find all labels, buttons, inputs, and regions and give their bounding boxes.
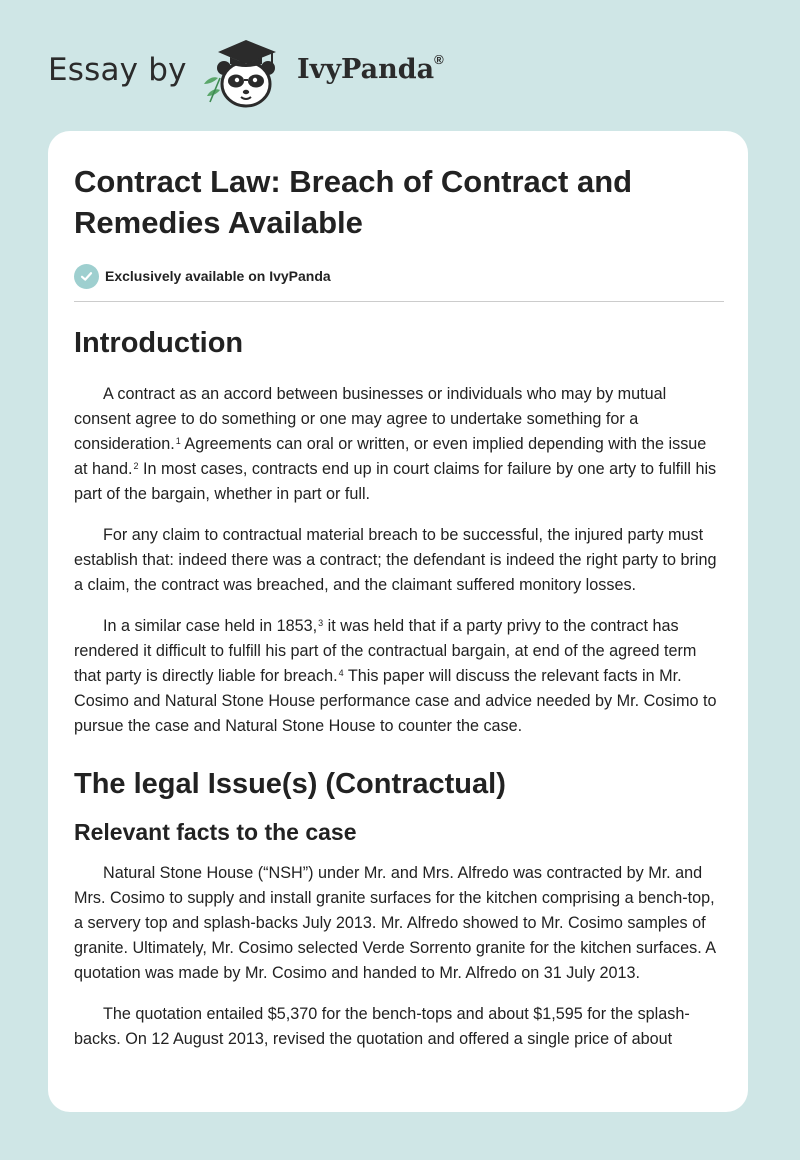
exclusive-badge	[74, 263, 724, 289]
essay-title: Contract Law: Breach of Contract and Remedies Available	[74, 164, 633, 240]
panda-graduation-cap-icon[interactable]	[198, 34, 294, 110]
site-header	[48, 34, 548, 114]
essay-by-label: Essay by	[48, 52, 187, 88]
brand-name-text: IvyPanda	[297, 54, 435, 85]
intro-p3-text-b: it was held that if a party privy to the contract has rendered it difficult to fulfill his part of the contractual bargain, at end of the agreed term that party is directly liable for breach.	[74, 617, 697, 685]
essay-card	[48, 131, 748, 1112]
intro-paragraph-3	[74, 614, 724, 739]
title-divider	[74, 301, 724, 302]
section-heading-introduction: Introduction	[74, 327, 244, 359]
subsection-heading-relevant-facts: Relevant facts to the case	[74, 819, 357, 845]
intro-p3-text-c: This paper will discuss the relevant facts in Mr. Cosimo and Natural Stone House performance case and advice needed by Mr. Cosimo to pursue the case and Natural Stone House to counter the case.	[74, 667, 717, 735]
footnote-ref-4[interactable]: 4	[338, 668, 344, 678]
check-circle-icon	[74, 264, 99, 289]
intro-paragraph-1	[74, 382, 724, 507]
facts-paragraph-2: The quotation entailed $5,370 for the bench-tops and about $1,595 for the splash-backs. On 12 August 2013, revised the quotation and offered a single price of about	[74, 1005, 690, 1048]
footnote-ref-3[interactable]: 3	[318, 618, 324, 628]
intro-p1-text-b: Agreements can oral or written, or even implied depending with the issue at hand.	[74, 435, 707, 478]
intro-p1-text-a: A contract as an accord between businesses or individuals who may by mutual consent agree to do something or one may agree to undertake something for a consideration.	[74, 385, 667, 453]
intro-p3-text-a: In a similar case held in 1853,	[103, 617, 318, 635]
facts-paragraph-1: Natural Stone House (“NSH”) under Mr. and Mrs. Alfredo was contracted by Mr. and Mrs. Cosimo to supply and install granite surfaces for the kitchen comprising a bench-top, a servery top and splash-backs July 2013. Mr. Alfredo showed to Mr. Cosimo samples of granite. Ultimately, Mr. Cosimo selected Verde Sorrento granite for the kitchen surfaces. A quotation was made by Mr. Cosimo and handed to Mr. Alfredo on 31 July 2013.	[74, 864, 716, 982]
intro-paragraph-2: For any claim to contractual material breach to be successful, the injured party must establish that: indeed there was a contract; the defendant is indeed the right party to bring a claim, the contract was breached, and the claimant suffered monitory losses.	[74, 526, 717, 594]
intro-p1-text-c: In most cases, contracts end up in court claims for failure by one arty to fulfill his part of the bargain, whether in part or full.	[74, 460, 717, 503]
footnote-ref-2[interactable]: 2	[133, 461, 139, 471]
essay-content	[74, 161, 724, 1052]
section-heading-legal-issue: The legal Issue(s) (Contractual)	[74, 768, 506, 800]
footnote-ref-1[interactable]: 1	[175, 436, 181, 446]
brand-logo-text[interactable]	[297, 54, 444, 85]
registered-mark: ®	[434, 52, 444, 67]
exclusive-badge-text: Exclusively available on IvyPanda	[105, 268, 331, 284]
